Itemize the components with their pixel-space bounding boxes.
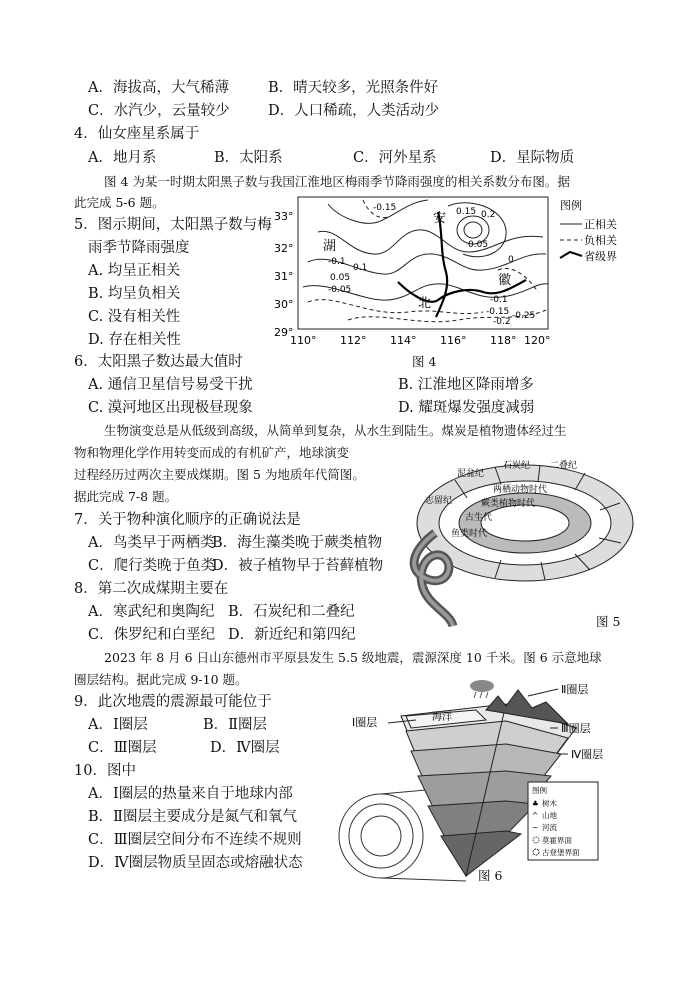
q6-option-a: A. 通信卫星信号易受干扰 — [88, 377, 253, 393]
q8-option-b: B．石炭纪和二叠纪 — [228, 604, 355, 620]
legend-moho: 莫霍界面 — [542, 836, 572, 845]
fig5-intro-line3: 过程经历过两次主要成煤期。图 5 为地质年代简图。 — [74, 467, 365, 482]
fig4-intro-line1: 图 4 为某一时期太阳黑子数与我国江淮地区梅雨季节降雨强度的相关系数分布图。据 — [104, 174, 570, 189]
region-label: 北 — [418, 296, 432, 311]
q7-stem: 7．关于物种演化顺序的正确说法是 — [74, 512, 301, 528]
q7-option-a: A．鸟类早于两栖类 — [88, 535, 215, 551]
q10-option-b: B．Ⅱ圈层主要成分是氮气和氧气 — [88, 809, 298, 825]
fig5-intro-line2: 物和物理化学作用转变而成的有机矿产，地球演变 — [74, 445, 350, 460]
q6-option-d: D. 耀斑爆发强度减弱 — [398, 400, 535, 416]
fig4-caption: 图 4 — [412, 354, 437, 369]
contour-label: -0.15 — [486, 307, 510, 317]
q6-option-c: C. 漠河地区出现极昼现象 — [88, 400, 253, 416]
q9-option-c: C．Ⅲ圈层 — [88, 740, 157, 756]
legend-tree: 树木 — [542, 799, 557, 808]
legend-positive-label: 正相关 — [584, 218, 617, 231]
legend-river-icon: ~ — [532, 823, 539, 832]
fig6-intro-line1: 2023 年 8 月 6 日山东德州市平原县发生 5.5 级地震，震源深度 10 千米。图 6 示意地球 — [104, 650, 602, 665]
fig6-earth-layers — [336, 676, 636, 886]
fig5-intro-line1: 生物演变总是从低级到高级，从简单到复杂，从水生到陆生。煤炭是植物遗体经过生 — [104, 423, 567, 438]
q10-option-c: C．Ⅲ圈层空间分布不连续不规则 — [88, 832, 302, 848]
contour-label: -0.1 — [328, 257, 346, 267]
q6-stem: 6．太阳黑子数达最大值时 — [74, 354, 243, 370]
fig4-correlation-map — [268, 192, 558, 352]
x-tick: 116° — [440, 334, 467, 347]
contour-label: 0.05 — [330, 273, 351, 283]
fig5-caption: 图 5 — [596, 614, 621, 629]
x-tick: 112° — [340, 334, 367, 347]
q10-stem: 10．图中 — [74, 763, 136, 779]
contour-label: 0.2 — [481, 210, 496, 220]
layer3-label: Ⅲ圈层 — [561, 722, 591, 735]
layer1-label: Ⅰ圈层 — [352, 716, 378, 729]
x-tick: 114° — [390, 334, 417, 347]
contour-label: 0 — [508, 255, 514, 265]
contour-label: -0.15 — [373, 203, 397, 213]
fig4-legend — [558, 198, 638, 262]
contour-label: 0.05 — [468, 240, 489, 250]
era-label: 古生代 — [465, 513, 493, 523]
fig5-intro-line4: 据此完成 7-8 题。 — [74, 489, 178, 504]
q5-stem-line2: 雨季节降雨强度 — [88, 240, 190, 256]
q9-stem: 9．此次地震的震源最可能位于 — [74, 694, 272, 710]
legend-gutenberg: 古登堡界面 — [542, 848, 580, 857]
q7-option-c: C．爬行类晚于鱼类 — [88, 558, 216, 574]
y-tick: 33° — [274, 210, 294, 223]
contour-label: -0.05 — [328, 285, 352, 295]
fig4-intro-line2: 此完成 5-6 题。 — [74, 195, 165, 210]
contour-label: 0.15 — [456, 207, 477, 217]
y-tick: 32° — [274, 242, 294, 255]
q8-stem: 8．第二次成煤期主要在 — [74, 581, 229, 597]
y-tick: 31° — [274, 270, 294, 283]
contour-label: 0.1 — [353, 263, 368, 273]
q9-option-a: A．Ⅰ圈层 — [88, 717, 148, 733]
q8-option-d: D．新近纪和第四纪 — [228, 627, 356, 643]
fig6-legend-title: 图例 — [532, 786, 547, 795]
period-label: 志留纪 — [425, 496, 453, 506]
q7-option-d: D．被子植物早于苔藓植物 — [212, 558, 384, 574]
q3-option-d: D．人口稀疏，人类活动少 — [268, 103, 440, 119]
q3-option-b: B．晴天较多，光照条件好 — [268, 80, 439, 96]
layer4-label: Ⅳ圈层 — [571, 748, 604, 761]
q5-option-b: B. 均呈负相关 — [88, 286, 181, 302]
era-label: 两栖动物时代 — [493, 485, 548, 495]
legend-mountain: 山地 — [542, 811, 557, 820]
contour-label: -0.2 — [493, 317, 511, 327]
q5-option-d: D. 存在相关性 — [88, 332, 181, 348]
x-tick: 120° — [524, 334, 551, 347]
q8-option-a: A．寒武纪和奥陶纪 — [88, 604, 215, 620]
legend-mountain-icon: ^ — [532, 811, 539, 820]
period-label: 二叠纪 — [550, 461, 578, 471]
x-tick: 110° — [290, 334, 317, 347]
fig5-geologic-time-spiral — [395, 448, 640, 630]
legend-river: 河流 — [542, 823, 557, 832]
region-label: 徽 — [498, 273, 512, 288]
fig6-intro-line2: 圈层结构。据此完成 9-10 题。 — [74, 672, 248, 687]
legend-tree-icon: ♣ — [532, 799, 539, 808]
q10-option-d: D．Ⅳ圈层物质呈固态或熔融状态 — [88, 855, 303, 871]
q3-option-c: C．水汽少，云量较少 — [88, 103, 230, 119]
legend-border-label: 省级界 — [584, 250, 617, 262]
q7-option-b: B．海生藻类晚于蕨类植物 — [212, 535, 383, 551]
legend-title: 图例 — [560, 199, 582, 212]
legend-negative-label: 负相关 — [584, 234, 617, 247]
q6-option-b: B. 江淮地区降雨增多 — [398, 377, 534, 393]
y-tick: 30° — [274, 298, 294, 311]
q5-stem-line1: 5．图示期间，太阳黑子数与梅 — [74, 217, 272, 233]
q4-option-a: A．地月系 — [88, 150, 157, 166]
era-label: 蕨类植物时代 — [481, 499, 536, 509]
q10-option-a: A．Ⅰ圈层的热量来自于地球内部 — [88, 786, 293, 802]
x-tick: 118° — [490, 334, 517, 347]
q3-option-a: A．海拔高，大气稀薄 — [88, 80, 229, 96]
region-label: 湖 — [323, 239, 337, 254]
q5-option-c: C. 没有相关性 — [88, 309, 181, 325]
q5-option-a: A. 均呈正相关 — [88, 263, 181, 279]
period-label: 石炭纪 — [503, 461, 531, 471]
q9-option-b: B．Ⅱ圈层 — [203, 717, 268, 733]
q4-option-b: B．太阳系 — [214, 150, 283, 166]
q9-option-d: D．Ⅳ圈层 — [210, 740, 280, 756]
fig6-caption: 图 6 — [478, 868, 503, 883]
layer2-label: Ⅱ圈层 — [561, 683, 589, 696]
era-label: 鱼类时代 — [451, 529, 488, 539]
legend-border-line — [560, 252, 582, 258]
region-label: 安 — [433, 211, 447, 226]
q4-option-c: C．河外星系 — [353, 150, 437, 166]
contour-label: -0.25 — [512, 311, 536, 321]
contour-label: -0.1 — [490, 295, 508, 305]
q4-stem: 4．仙女座星系属于 — [74, 126, 200, 142]
q4-option-d: D．星际物质 — [490, 150, 575, 166]
q8-option-c: C．侏罗纪和白垩纪 — [88, 627, 216, 643]
y-tick: 29° — [274, 326, 294, 339]
ocean-label: 海洋 — [432, 712, 452, 723]
period-label: 泥盆纪 — [457, 469, 485, 479]
